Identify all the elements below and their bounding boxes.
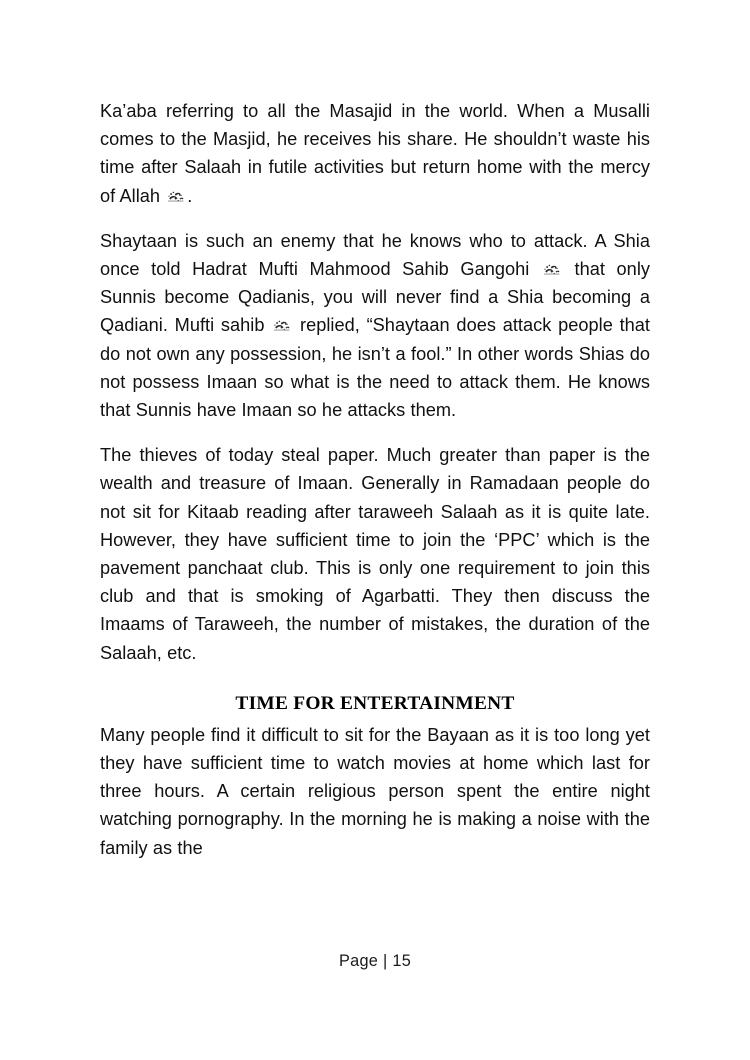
arabic-honorific-icon — [542, 262, 562, 277]
arabic-honorific-icon — [166, 189, 186, 204]
section-heading: TIME FOR ENTERTAINMENT — [235, 692, 515, 714]
paragraph-1: Ka’aba referring to all the Masajid in the world. When a Musalli comes to the Masjid, he receives his share. He shouldn’t waste his time after Salaah in futile activities but return home with the mercy of Allah . — [100, 101, 650, 206]
paragraph-2: Shaytaan is such an enemy that he knows who to attack. A Shia once told Hadrat Mufti Mahmood Sahib Gangohi that only Sunnis become Qadianis, you will never find a Shia becoming a Qadiani. Mufti sahib replied, “Shaytaan does attack people that do not own any possession, he isn’t a fool.” In other words Shias do not possess Imaan so what is the need to attack them. He knows that Sunnis have Imaan so he attacks them. — [100, 230, 651, 421]
paragraph-3: The thieves of today steal paper. Much greater than paper is the wealth and treasure of Imaan. Generally in Ramadaan people do not sit for Kitaab reading after taraweeh Salaah as it is quite late. However, they have sufficient time to join the ‘PPC’ which is the pavement panchaat club. This is only one requirement to join this club and that is smoking of Agarbatti. They then discuss the Imaams of Taraweeh, the number of mistakes, the duration of the Salaah, etc. — [100, 445, 650, 663]
arabic-honorific-icon — [272, 318, 292, 333]
page-footer: Page | 15 — [338, 952, 412, 970]
paragraph-4: Many people find it difficult to sit for the Bayaan as it is too long yet they have sufficient time to watch movies at home which last for three hours. A certain religious person spent the entire night watching pornography. In the morning he is making a noise with the family as the — [100, 724, 650, 858]
text-column — [100, 97, 650, 862]
